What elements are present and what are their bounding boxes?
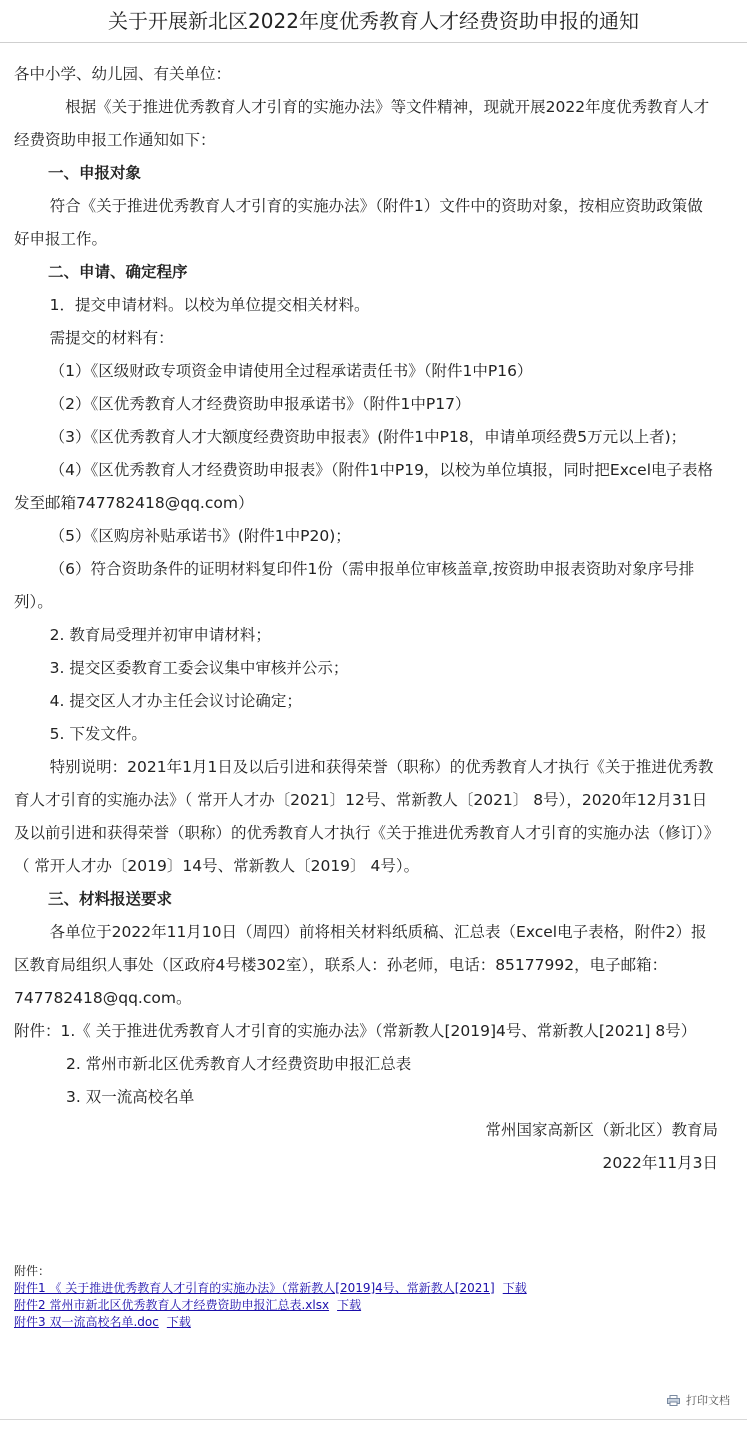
material-item-3: （3）《区优秀教育人才大额度经费资助申报表》(附件1中P18，申请单项经费5万元以上者)； <box>49 428 687 446</box>
step-2: 2. 教育局受理并初审申请材料； <box>49 626 271 644</box>
signature-org: 常州国家高新区（新北区）教育局 <box>485 1121 718 1139</box>
step-1: 1．提交申请材料。以校为单位提交相关材料。 <box>49 296 370 314</box>
printer-icon <box>667 1395 680 1406</box>
download-link-2[interactable]: 下载 <box>337 1298 362 1312</box>
print-label: 打印文档 <box>686 1394 730 1407</box>
material-item-6: （6）符合资助条件的证明材料复印件1份（需申报单位审核盖章,按资助申报表资助对象序号排列）。 <box>14 560 695 611</box>
attachment-text-1: 1.《 关于推进优秀教育人才引育的实施办法》（常新教人[2019]4号、常新教人[2021] 8号） <box>60 1022 697 1040</box>
attachment-row-3 <box>14 1314 527 1331</box>
material-item-1: （1）《区级财政专项资金申请使用全过程承诺责任书》（附件1中P16） <box>49 362 533 380</box>
attachment-line-2: 2. 常州市新北区优秀教育人才经费资助申报汇总表 <box>66 1055 412 1073</box>
download-link-1[interactable]: 下载 <box>502 1281 527 1295</box>
attachment-row-2 <box>14 1297 527 1314</box>
download-link-3[interactable]: 下载 <box>166 1315 191 1329</box>
footer-divider <box>0 1419 747 1420</box>
signature-date: 2022年11月3日 <box>602 1154 718 1172</box>
section-heading-2: 二、申请、确定程序 <box>48 263 188 281</box>
attachment-link-1[interactable]: 附件1 《 关于推进优秀教育人才引育的实施办法》（常新教人[2019]4号、常新教人[2021] <box>14 1281 495 1295</box>
title-divider <box>0 42 747 43</box>
material-item-5: （5）《区购房补贴承诺书》(附件1中P20)； <box>49 527 351 545</box>
step-3: 3. 提交区委教育工委会议集中审核并公示； <box>49 659 349 677</box>
attachment-downloads <box>14 1263 527 1331</box>
special-note: 特别说明：2021年1月1日及以后引进和获得荣誉（职称）的优秀教育人才执行《关于推进优秀教育人才引育的实施办法》（ 常开人才办〔2021〕12号、常新教人〔2021〕 8号），2020年12月31日及以前引进和获得荣誉（职称）的优秀教育人才执行《关于推进优秀教育人才引育的实施办法（修订）》（ 常开人才办〔2019〕14号、常新教人〔2019〕 4号）。 <box>14 758 714 875</box>
material-item-4: （4）《区优秀教育人才经费资助申报表》（附件1中P19，以校为单位填报，同时把Excel电子表格发至邮箱747782418@qq.com） <box>14 461 713 512</box>
page-title: 关于开展新北区2022年度优秀教育人才经费资助申报的通知 <box>108 9 639 33</box>
section-3-paragraph: 各单位于2022年11月10日（周四）前将相关材料纸质稿、汇总表（Excel电子表格，附件2）报区教育局组织人事处（区政府4号楼302室），联系人：孙老师，电话：85177992，电子邮箱：747782418@qq.com。 <box>14 923 707 1007</box>
attachment-link-2[interactable]: 附件2 常州市新北区优秀教育人才经费资助申报汇总表.xlsx <box>14 1298 330 1312</box>
step-4: 4. 提交区人才办主任会议讨论确定； <box>49 692 302 710</box>
section-1-paragraph: 符合《关于推进优秀教育人才引育的实施办法》（附件1）文件中的资助对象，按相应资助政策做好申报工作。 <box>14 197 703 248</box>
article-body <box>14 58 718 1180</box>
salutation: 各中小学、幼儿园、有关单位： <box>14 65 232 83</box>
attachment-label: 附件： <box>14 1022 61 1040</box>
attachment-link-3[interactable]: 附件3 双一流高校名单.doc <box>14 1315 159 1329</box>
attachment-line-3: 3. 双一流高校名单 <box>66 1088 195 1106</box>
intro-paragraph: 根据《关于推进优秀教育人才引育的实施办法》等文件精神，现就开展2022年度优秀教育人才经费资助申报工作通知如下： <box>14 98 710 149</box>
step-5: 5. 下发文件。 <box>49 725 147 743</box>
attachments-label: 附件： <box>14 1264 51 1278</box>
section-heading-3: 三、材料报送要求 <box>48 890 173 908</box>
material-item-2: （2）《区优秀教育人才经费资助申报承诺书》（附件1中P17） <box>49 395 471 413</box>
attachment-row-1 <box>14 1280 527 1297</box>
print-document-button[interactable] <box>667 1392 730 1408</box>
section-heading-1: 一、申报对象 <box>48 164 142 182</box>
attachment-line-1 <box>14 1015 718 1048</box>
materials-intro: 需提交的材料有： <box>49 329 174 347</box>
